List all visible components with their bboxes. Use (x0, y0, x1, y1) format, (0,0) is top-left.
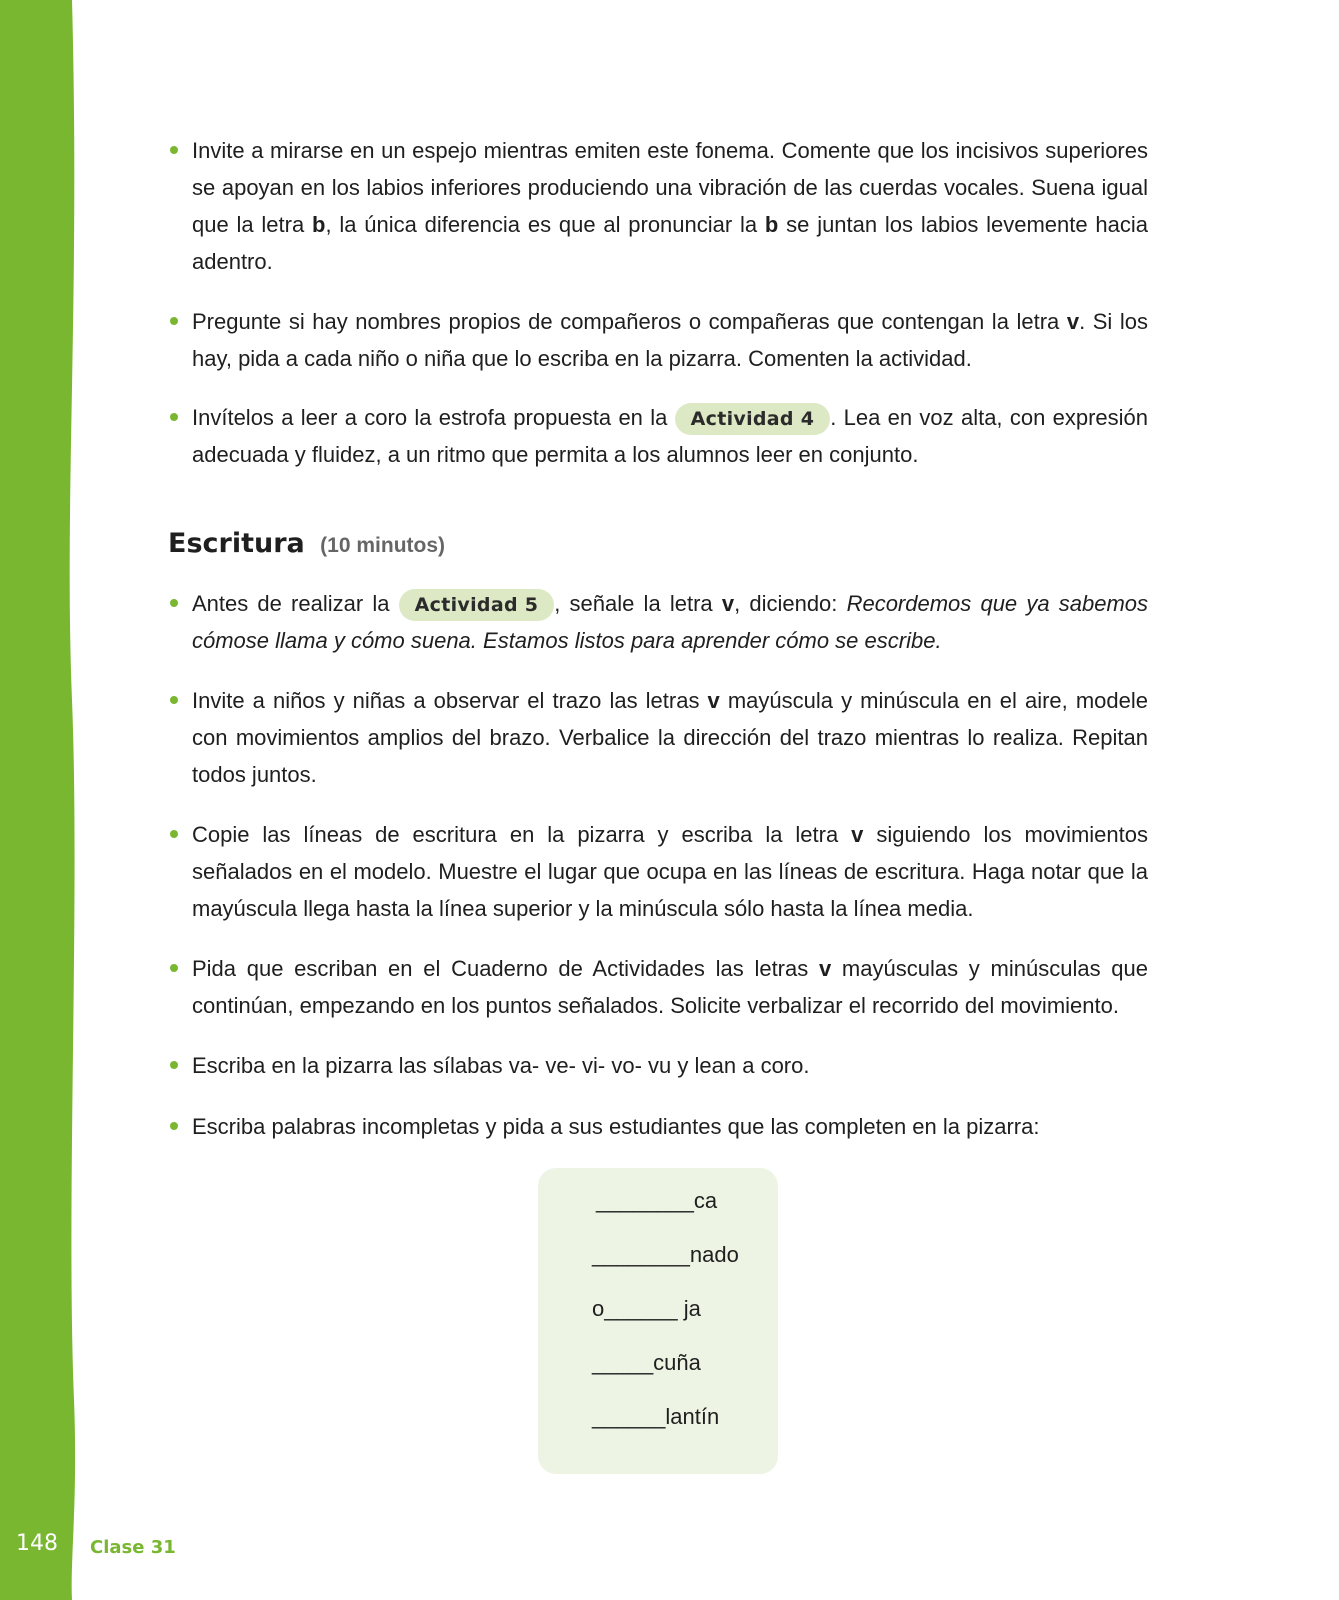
activity-badge: Actividad 4 (675, 403, 831, 435)
bullet-trace-air (168, 682, 1148, 793)
bullet-notebook (168, 950, 1148, 1024)
bullet-syllables (168, 1047, 1148, 1084)
incomplete-word: ______lantín (592, 1404, 720, 1429)
paragraph-text: . Lea en voz alta, con expresión adecuada y fluidez, a un ritmo que permita a los alumnos leer en conjunto. (192, 405, 1148, 467)
paragraph-text: se juntan los labios levemente hacia adentro. (192, 212, 1148, 274)
section-title: Escritura (168, 528, 305, 559)
bold-letter: b (764, 212, 779, 237)
bullet-names (168, 303, 1148, 377)
paragraph-text: Invítelos a leer a coro la estrofa propuesta en la (192, 405, 675, 430)
activity-badge: Actividad 5 (399, 589, 555, 621)
paragraph-text: mayúscula y minúscula en el aire, modele con movimientos amplios del brazo. Verbalice la dirección del trazo mientras lo realiza. Repitan todos juntos. (192, 688, 1148, 787)
bold-letter: v (707, 688, 720, 713)
page-number: 148 (16, 1531, 58, 1556)
bold-letter: b (312, 212, 326, 237)
paragraph-text: siguiendo los movimientos señalados en el modelo. Muestre el lugar que ocupa en las líneas de escritura. Haga notar que la mayúscula llega hasta la línea superior y la minúscula sólo hasta la línea media. (192, 822, 1148, 921)
paragraph-text: Escriba palabras incompletas y pida a sus estudiantes que las completen en la pizarra: (192, 1114, 1040, 1139)
paragraph-text: Invite a niños y niñas a observar el trazo las letras (192, 688, 708, 713)
paragraph-text: Invite a mirarse en un espejo mientras emiten este fonema. Comente que los incisivos superiores se apoyan en los labios inferiores produciendo una vibración de las cuerdas vocales. Suena igual que la letra (192, 138, 1148, 237)
class-label: Clase 31 (90, 1537, 176, 1558)
paragraph-text: mayúsculas y minúsculas que continúan, empezando en los puntos señalados. Solicite verbalizar el recorrido del movimiento. (192, 956, 1148, 1018)
bold-letter: v (721, 591, 735, 616)
section-heading (168, 528, 445, 559)
paragraph-text: , diciendo: (734, 591, 847, 616)
incomplete-word: ________nado (592, 1242, 739, 1267)
bold-letter: v (1066, 309, 1080, 334)
bullet-activity-5 (168, 585, 1148, 659)
incomplete-word: _____cuña (592, 1350, 701, 1375)
bullet-mirror (168, 132, 1148, 280)
paragraph-text: Antes de realizar la (192, 591, 399, 616)
paragraph-text: , la única diferencia es que al pronunciar la (325, 212, 765, 237)
green-sidebar-band (0, 0, 110, 1600)
section-duration: (10 minutos) (320, 534, 446, 557)
paragraph-text: Escriba en la pizarra las sílabas va- ve- vi- vo- vu y lean a coro. (192, 1053, 810, 1078)
incomplete-word: ________ca (596, 1188, 718, 1213)
italic-quote: Recordemos que ya sabemos cómose llama y cómo suena. Estamos listos para aprender cómo se escribe. (192, 591, 1149, 653)
incomplete-word: o______ ja (592, 1296, 701, 1321)
paragraph-text: , señale la letra (554, 591, 722, 616)
paragraph-text: Pregunte si hay nombres propios de compañeros o compañeras que contengan la letra (192, 309, 1067, 334)
bold-letter: v (818, 956, 832, 981)
paragraph-text: Pida que escriban en el Cuaderno de Actividades las letras (192, 956, 819, 981)
bullet-writing-lines (168, 816, 1148, 927)
bullet-read-chorus (168, 399, 1148, 473)
paragraph-text: Copie las líneas de escritura en la pizarra y escriba la letra (192, 822, 852, 847)
paragraph-text: . Si los hay, pida a cada niño o niña que lo escriba en la pizarra. Comenten la actividad. (192, 309, 1149, 371)
bullet-incomplete-words (168, 1108, 1148, 1145)
bold-letter: v (851, 822, 864, 847)
incomplete-words-box (538, 1168, 778, 1474)
